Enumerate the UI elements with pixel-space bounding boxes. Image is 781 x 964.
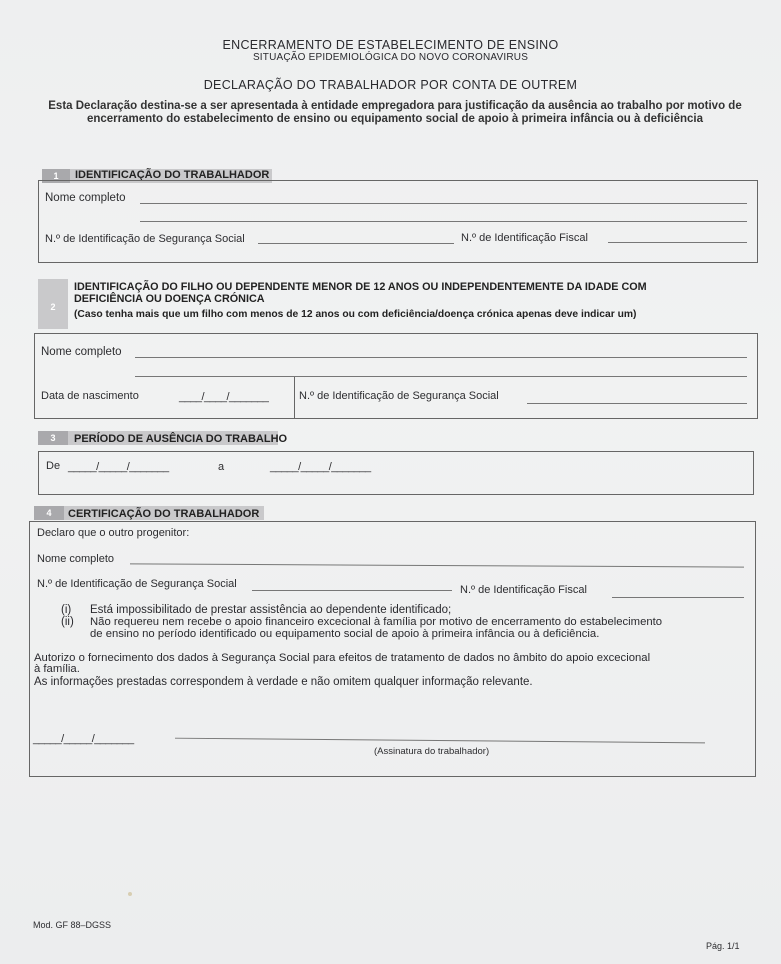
paper-speck [128, 892, 132, 896]
item-ii-number: (ii) [61, 616, 74, 628]
period-to-label: a [218, 461, 225, 473]
section-4-number: 4 [34, 506, 64, 520]
section-2-number: 2 [50, 302, 56, 312]
authorize-text-line1: Autorizo o fornecimento dos dados à Segurança Social para efeitos de tratamento de dados no âmbito do apoio excecional [34, 652, 651, 664]
section-2-note: (Caso tenha mais que um filho com menos de 12 anos ou com deficiência/doença crónica apenas deve indicar um) [74, 309, 637, 320]
worker-name-label: Nome completo [45, 192, 126, 204]
parent-nif-line[interactable] [612, 597, 744, 598]
parent-nss-line[interactable] [252, 590, 452, 591]
period-to-date[interactable]: _____/_____/_______ [270, 461, 371, 473]
declaration-title: DECLARAÇÃO DO TRABALHADOR POR CONTA DE OUTREM [203, 78, 578, 92]
child-nss-label: N.º de Identificação de Segurança Social [299, 390, 499, 402]
section-2-title-line1: IDENTIFICAÇÃO DO FILHO OU DEPENDENTE MENOR DE 12 ANOS OU INDEPENDENTEMENTE DA IDADE COM [74, 281, 647, 293]
worker-nss-line[interactable] [258, 243, 454, 244]
item-i-number: (i) [61, 604, 72, 616]
parent-nss-label: N.º de Identificação de Segurança Social [37, 578, 237, 590]
item-i-text: Está impossibilitado de prestar assistência ao dependente identificado; [90, 604, 452, 616]
signature-caption: (Assinatura do trabalhador) [374, 746, 490, 757]
worker-nif-line[interactable] [608, 242, 747, 243]
form-subtitle: SITUAÇÃO EPIDEMIOLÓGICA DO NOVO CORONAVIRUS [252, 52, 529, 63]
information-statement: As informações prestadas correspondem à verdade e não omitem qualquer informação relevante. [34, 676, 533, 688]
section-2-divider [294, 377, 295, 418]
parent-name-label: Nome completo [37, 553, 115, 565]
declare-text: Declaro que o outro progenitor: [37, 527, 190, 539]
authorize-text-line2: à família. [34, 663, 80, 675]
signature-date-field[interactable]: _____/_____/_______ [33, 733, 134, 745]
worker-name-line-2[interactable] [140, 221, 747, 222]
section-4-title: CERTIFICAÇÃO DO TRABALHADOR [68, 508, 260, 520]
worker-nss-label: N.º de Identificação de Segurança Social [45, 233, 245, 245]
page-number: Pág. 1/1 [706, 941, 740, 951]
section-3-box [38, 451, 754, 495]
section-2-title-line2: DEFICIÊNCIA OU DOENÇA CRÓNICA [74, 293, 265, 305]
period-from-label: De [46, 460, 61, 472]
item-ii-text-line1: Não requereu nem recebe o apoio financeiro excecional à família por motivo de encerramento do estabelecimento [90, 616, 663, 628]
intro-text: Esta Declaração destina-se a ser apresentada à entidade empregadora para justificação da ausência ao trabalho por motivo de encerramento do estabelecimento de ensino ou equipamento social de apoio à primeira infância ou à deficiência [48, 100, 742, 125]
worker-nif-label: N.º de Identificação Fiscal [461, 232, 588, 244]
section-1-title: IDENTIFICAÇÃO DO TRABALHADOR [75, 169, 270, 181]
child-name-line[interactable] [135, 357, 747, 358]
section-3-title: PERÍODO DE AUSÊNCIA DO TRABALHO [74, 433, 288, 445]
item-ii-text-line2: de ensino no período identificado ou equipamento social de apoio à primeira infância ou à deficiência. [90, 628, 600, 640]
section-1-number: 1 [42, 169, 70, 183]
form-title: ENCERRAMENTO DE ESTABELECIMENTO DE ENSINO [222, 38, 559, 52]
worker-name-line[interactable] [140, 203, 747, 204]
child-name-line-2[interactable] [135, 376, 747, 377]
child-nss-line[interactable] [527, 403, 747, 404]
period-from-date[interactable]: _____/_____/_______ [68, 461, 169, 473]
child-birthdate-field[interactable]: ____/____/_______ [179, 391, 269, 403]
child-birthdate-label: Data de nascimento [41, 390, 139, 402]
parent-nif-label: N.º de Identificação Fiscal [460, 584, 587, 596]
section-3-number: 3 [38, 431, 68, 445]
child-name-label: Nome completo [41, 346, 122, 358]
form-model-code: Mod. GF 88–DGSS [33, 920, 112, 930]
